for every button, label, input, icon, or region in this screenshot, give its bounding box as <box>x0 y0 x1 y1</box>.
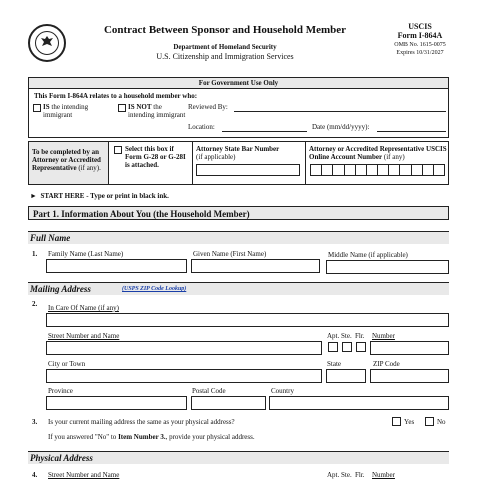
location-line[interactable] <box>222 131 307 132</box>
is-not-intending-immigrant-checkbox[interactable] <box>118 104 126 112</box>
omb-number: OMB No. 1615-0075 <box>394 42 446 48</box>
country-label: Country <box>271 387 294 395</box>
street-label: Street Number and Name <box>48 332 120 340</box>
state-label: State <box>327 360 341 368</box>
full-name-title: Full Name <box>30 233 71 243</box>
physical-number-label: Number <box>372 471 395 479</box>
flr-checkbox[interactable] <box>356 342 366 352</box>
yes-label: Yes <box>404 418 415 426</box>
physical-address-section-header <box>28 451 449 464</box>
bar-number-label: Attorney State Bar Number <box>196 145 280 153</box>
start-here-instruction: ► START HERE - Type or print in black ink. <box>30 192 169 200</box>
location-label: Location: <box>188 123 215 131</box>
same-address-no-checkbox[interactable] <box>425 417 434 426</box>
bar-number-sublabel: (if applicable) <box>196 153 236 161</box>
same-address-yes-checkbox[interactable] <box>392 417 401 426</box>
same-address-question: Is your current mailing address the same as your physical address? <box>48 418 235 426</box>
zip-label: ZIP Code <box>373 360 400 368</box>
middle-name-label: Middle Name (if applicable) <box>328 251 408 259</box>
ste-label: Ste. <box>341 332 352 340</box>
item-3-number: 3. <box>32 418 38 426</box>
dhs-seal-logo <box>28 24 66 62</box>
unit-number-label: Number <box>372 332 395 340</box>
department-name: Department of Homeland Security <box>173 43 277 51</box>
attorney-divider-2 <box>305 142 306 184</box>
g28-attached-label: Select this box if Form G-28 or G-28I is attached. <box>125 145 186 169</box>
expiration-date: Expires 10/31/2027 <box>396 50 444 56</box>
relates-text: This Form I-864A relates to a household member who: <box>34 92 198 100</box>
no-label: No <box>437 418 446 426</box>
ste-checkbox[interactable] <box>342 342 352 352</box>
attorney-completed-text: To be completed by an Attorney or Accredited Representative (if any). <box>32 148 101 172</box>
bar-number-input[interactable] <box>196 164 300 176</box>
in-care-of-input[interactable] <box>46 313 449 327</box>
full-name-section-header <box>28 231 449 244</box>
physical-address-note: If you answered "No" to Item Number 3., provide your physical address. <box>48 433 255 441</box>
in-care-of-label: In Care Of Name (if any) <box>48 304 119 312</box>
part1-header <box>28 206 449 220</box>
uscis-account-label: Attorney or Accredited Representative USCIS Online Account Number (if any) <box>309 145 447 161</box>
agency-name: U.S. Citizenship and Immigration Services <box>156 52 294 61</box>
is-intending-immigrant-checkbox[interactable] <box>33 104 41 112</box>
zip-input[interactable] <box>370 369 449 383</box>
mailing-address-section-header <box>28 282 449 295</box>
item-2-number: 2. <box>32 300 38 308</box>
mailing-address-title: Mailing Address <box>30 284 91 294</box>
given-name-input[interactable] <box>191 259 320 273</box>
item-4-number: 4. <box>32 471 38 479</box>
physical-flr-label: Flr. <box>355 471 365 479</box>
postal-code-label: Postal Code <box>192 387 226 395</box>
unit-number-input[interactable] <box>370 341 449 355</box>
family-name-label: Family Name (Last Name) <box>48 250 124 258</box>
form-number: Form I-864A <box>397 31 443 40</box>
physical-apt-label: Apt. <box>327 471 340 479</box>
government-use-box <box>28 77 449 138</box>
is-intending-immigrant-label: IS the intending immigrant <box>43 103 89 119</box>
attorney-divider-1 <box>192 142 193 184</box>
uscis-account-input[interactable] <box>310 164 445 176</box>
eagle-icon <box>39 34 55 50</box>
zip-code-lookup-link[interactable]: (USPS ZIP Code Lookup) <box>122 286 187 292</box>
apt-label: Apt. <box>327 332 340 340</box>
reviewed-by-line[interactable] <box>234 111 446 112</box>
is-not-intending-immigrant-label: IS NOT the intending immigrant <box>128 103 186 119</box>
family-name-input[interactable] <box>46 259 187 273</box>
physical-street-label: Street Number and Name <box>48 471 120 479</box>
form-title: Contract Between Sponsor and Household Member <box>103 24 347 36</box>
attorney-section <box>28 141 449 185</box>
part1-title: Part 1. Information About You (the Household Member) <box>33 209 250 219</box>
uscis-label: USCIS <box>408 22 432 31</box>
city-label: City or Town <box>48 360 86 368</box>
apt-checkbox[interactable] <box>328 342 338 352</box>
province-label: Province <box>48 387 73 395</box>
street-input[interactable] <box>46 341 322 355</box>
state-select[interactable] <box>326 369 366 383</box>
date-line[interactable] <box>377 131 446 132</box>
physical-ste-label: Ste. <box>341 471 352 479</box>
province-input[interactable] <box>46 396 187 410</box>
g28-attached-checkbox[interactable] <box>114 146 122 154</box>
government-use-title: For Government Use Only <box>198 79 279 87</box>
given-name-label: Given Name (First Name) <box>193 250 267 258</box>
item-1-number: 1. <box>32 250 38 258</box>
reviewed-by-label: Reviewed By: <box>188 103 228 111</box>
postal-code-input[interactable] <box>191 396 266 410</box>
country-input[interactable] <box>269 396 449 410</box>
middle-name-input[interactable] <box>326 260 449 274</box>
date-label: Date (mm/dd/yyyy): <box>312 123 370 131</box>
physical-address-title: Physical Address <box>30 453 93 463</box>
city-input[interactable] <box>46 369 322 383</box>
flr-label: Flr. <box>355 332 365 340</box>
